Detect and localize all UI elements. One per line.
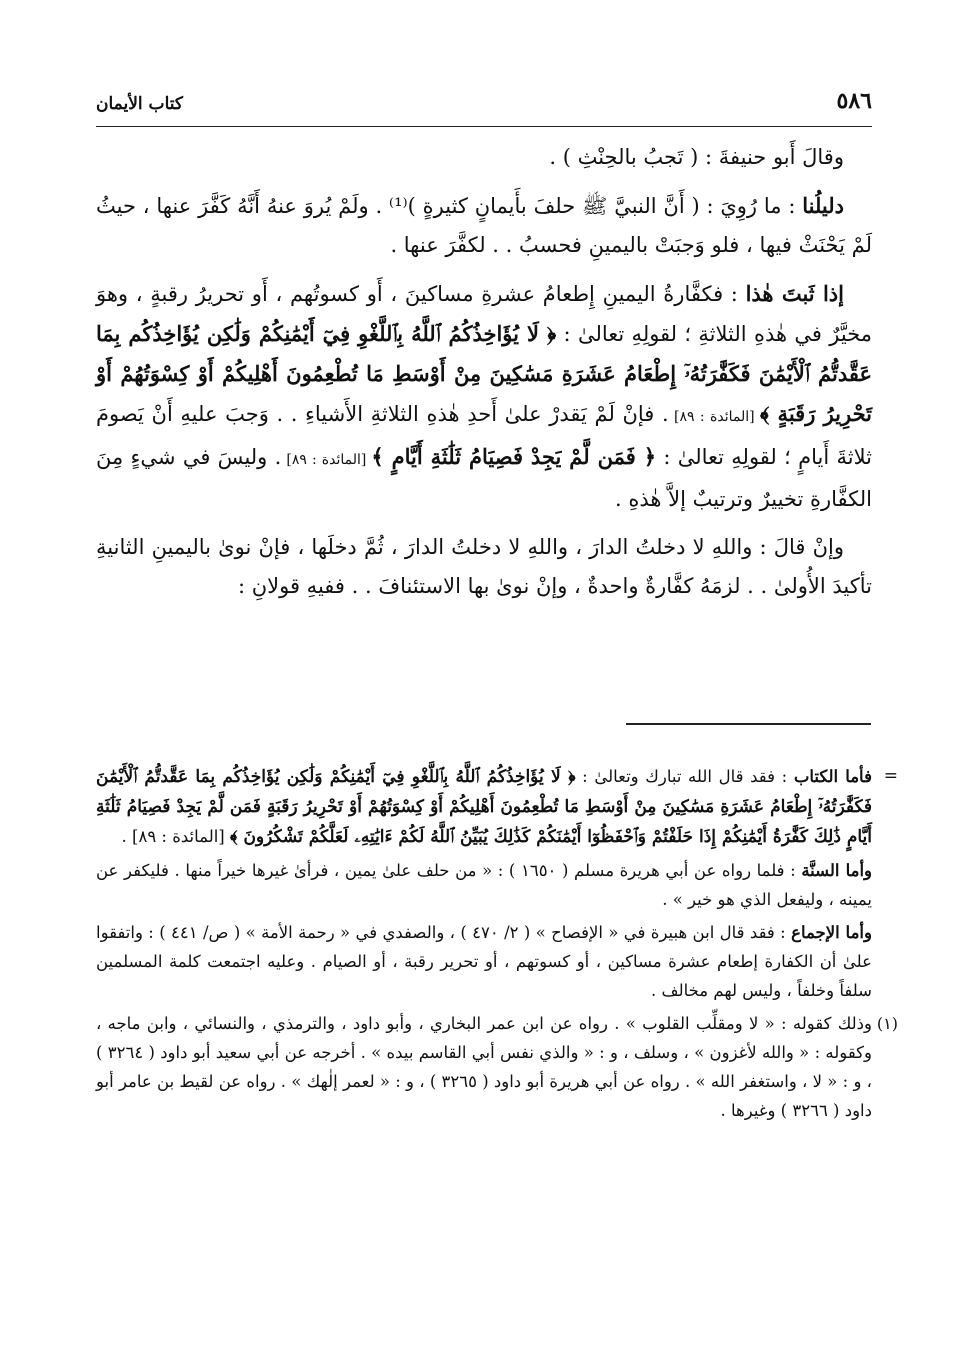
paragraph-abu-hanifa: وقالَ أَبو حنيفةَ : ( تَجبُ بالحِنْثِ ) .	[549, 145, 844, 169]
sunna-heading: وأما السنَّة	[801, 861, 872, 880]
footnote-kitab	[96, 762, 898, 852]
quran-verse-2: ﴿ فَمَن لَّمْ يَجِدْ فَصِيَامُ ثَلَٰثَةِ أَيَّامٍ ﴾	[371, 444, 657, 469]
verse-reference-1: [المائدة : ٨٩]	[668, 409, 760, 425]
footnote-1-text: وذلك كقوله : « لا ومقلِّب القلوب » . رواه عن ابن عمر البخاري ، وأبو داود ، والترمذي ، والنسائي ، وابن ماجه ، وكقوله : « والله لأغزون » ، وسلف ، و : « والذي نفس أبي القاسم بيده » . أخرجه عن أبي سعيد أبو داود ( ٣٢٦٤ ) ، و : « لا ، واستغفر الله » . رواه عن أبي هريرة أبو داود ( ٣٢٦٥ ) ، و : « لعمر إلٰهك » . رواه عن لقيط بن عامر أبو داود ( ٣٢٦٦ ) وغيرها .	[96, 1014, 872, 1120]
verse-reference-2: [المائدة : ٨٩]	[281, 452, 372, 468]
footnote-number: (١)	[876, 1014, 898, 1033]
page-number: ٥٨٦	[836, 88, 872, 114]
expiation-heading: إذا ثَبتَ هٰذا	[745, 281, 844, 306]
expiation-text-1: : فكفَّارةُ اليمينِ إِطعامُ عشرةِ مساكينَ ، أَو كسوتُهم ، أَو تحريرُ رقبةٍ ، وهوَ مخيَّرٌ في هٰذهِ الثلاثةِ ؛ لقولِهِ تعالىٰ :	[96, 282, 872, 346]
footnote-ijma	[96, 918, 872, 1005]
continuation-mark: =	[883, 766, 898, 786]
running-title: كتاب الأيمان	[96, 94, 183, 114]
ijma-text: : فقد قال ابن هبيرة في « الإفصاح » ( ٢/ ٤٧٠ ) ، والصفدي في « رحمة الأمة » ( ص/ ٤٤١ ) : واتفقوا علىٰ أن الكفارة إطعام عشرة مساكين ، أو كسوتهم ، أو تحرير رقبة ، أو الصيام . وعليه اجتمعت كلمة المسلمين سلفاً وخلفاً ، وليس لهم مخالف .	[96, 923, 872, 1000]
kitab-quran-verse: ﴿ لَا يُؤَاخِذُكُمُ ٱللَّهُ بِٱللَّغْوِ فِيٓ أَيْمَٰنِكُمْ وَلَٰكِن يُؤَاخِذُكُم بِمَا عَقَّدتُّمُ ٱلْأَيْمَٰنَ فَكَفَّٰرَتُهُۥٓ إِطْعَامُ عَشَرَةِ مَسَٰكِينَ مِنْ أَوْسَطِ مَا تُطْعِمُونَ أَهْلِيكُمْ أَوْ كِسْوَتُهُمْ أَوْ تَحْرِيرُ رَقَبَةٍ فَمَن لَّمْ يَجِدْ فَصِيَامُ ثَلَٰثَةِ أَيَّامٍ ذَٰلِكَ كَفَّٰرَةُ أَيْمَٰنِكُمْ إِذَا حَلَفْتُمْ وَٱحْفَظُوٓا أَيْمَٰنَكُمْ كَذَٰلِكَ يُبَيِّنُ ٱللَّهُ لَكُمْ ءَايَٰتِهِۦ لَعَلَّكُمْ تَشْكُرُونَ ﴾	[96, 767, 872, 847]
paragraph-evidence	[96, 186, 872, 265]
main-text	[96, 138, 872, 615]
footnote-sunna	[96, 856, 872, 914]
expiation-text-3: . وليسَ في شيءٍ مِنَ الكفَّارةِ تخييرٌ وترتيبٌ إلاَّ هٰذهِ .	[96, 445, 872, 511]
quran-verse-1: ﴿ لَا يُؤَاخِذُكُمُ ٱللَّهُ بِٱللَّغْوِ فِيٓ أَيْمَٰنِكُمْ وَلَٰكِن يُؤَاخِذُكُم بِمَا عَقَّدتُّمُ ٱلْأَيْمَٰنَ فَكَفَّٰرَتُهُۥٓ إِطْعَامُ عَشَرَةِ مَسَٰكِينَ مِنْ أَوْسَطِ مَا تُطْعِمُونَ أَهْلِيكُمْ أَوْ كِسْوَتُهُمْ أَوْ تَحْرِيرُ رَقَبَةٍ ﴾	[96, 321, 872, 426]
expiation-text-2: . فإنْ لَمْ يَقدرْ علىٰ أَحدِ هٰذهِ الثلاثةِ الأَشياءِ . . وَجبَ عليهِ أَنْ يَصومَ ثلاثةَ أَيامٍ ؛ لقولِهِ تعالىٰ :	[96, 402, 872, 469]
kitab-text: : فقد قال الله تبارك وتعالىٰ :	[575, 767, 794, 786]
paragraph-expiation	[96, 274, 872, 519]
paragraph-repeated-oath: وإنْ قالَ : واللهِ لا دخلتُ الدارَ ، واللهِ لا دخلتُ الدارَ ، ثُمَّ دخلَها ، فإنْ نوىٰ باليمينِ الثانيةِ تأكيدَ الأُولىٰ . . لزمَهُ كفَّارةٌ واحدةٌ ، وإنْ نوىٰ بها الاستئنافَ . . ففيهِ قولانِ :	[96, 535, 872, 598]
footnote-1	[96, 1009, 898, 1125]
kitab-heading: فأما الكتاب	[793, 767, 872, 786]
ijma-heading: وأما الإجماع	[791, 923, 872, 942]
evidence-text: : ما رُوِيَ : ( أَنَّ النبيَّ ﷺ حلفَ بأَيمانٍ كثيرةٍ )⁽¹⁾ . ولَمْ يُروَ عنهُ أَنَّهُ كَفَّرَ عنها ، حيثُ لَمْ يَحْنَثْ فيها ، فلو وَجبَتْ باليمينِ فحسبُ . . لكفَّرَ عنها .	[96, 194, 872, 257]
page-header	[96, 86, 872, 127]
evidence-heading: دليلُنا	[802, 193, 844, 218]
footnotes	[96, 762, 898, 1129]
footnote-separator	[626, 723, 871, 725]
sunna-text: : فلما رواه عن أبي هريرة مسلم ( ١٦٥٠ ) : « من حلف علىٰ يمين ، فرأىٰ غيرها خيراً منها . فليكفر عن يمينه ، وليفعل الذي هو خير » .	[96, 861, 872, 909]
kitab-reference: [المائدة : ٨٩] .	[121, 827, 230, 846]
